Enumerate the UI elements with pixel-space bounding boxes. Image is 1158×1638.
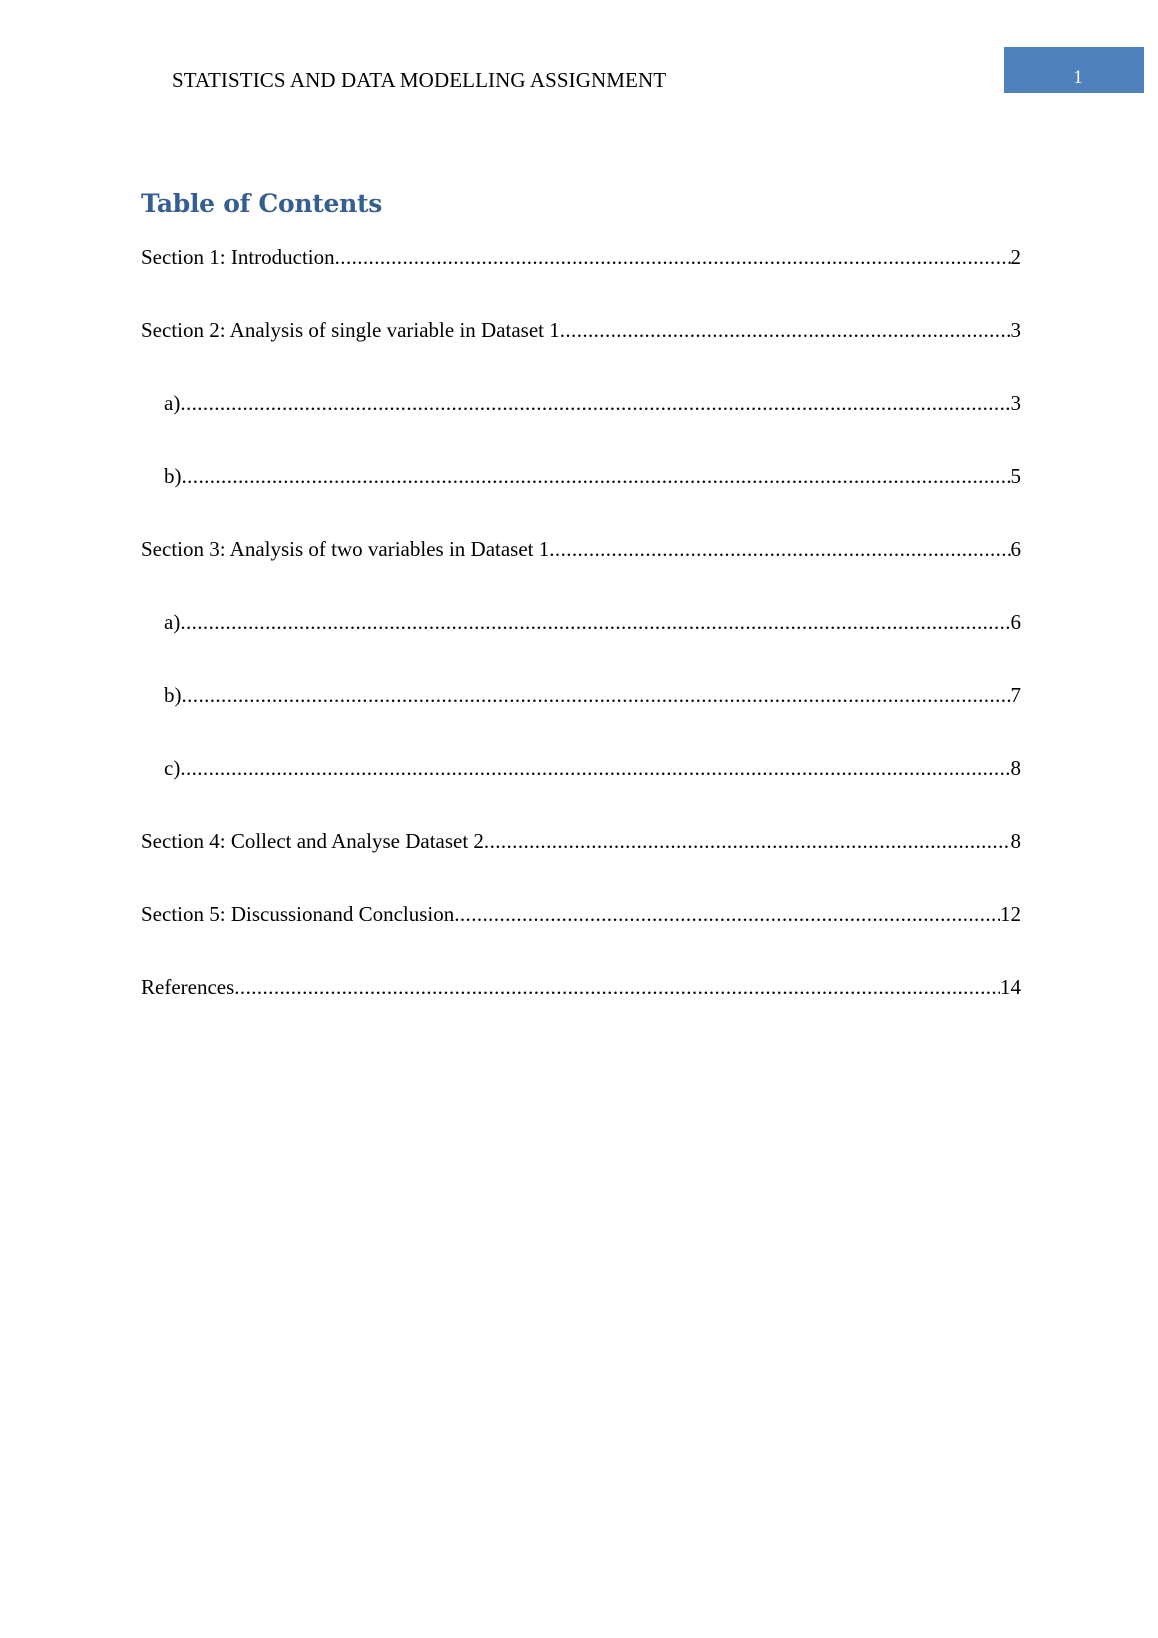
toc-entry-page: 2: [1010, 245, 1021, 269]
toc-title: Table of Contents: [141, 189, 383, 218]
table-of-contents: [141, 182, 1021, 999]
toc-entry-section-3-c[interactable]: [164, 753, 1021, 783]
toc-entry-label: a): [164, 610, 181, 634]
toc-dot-leader: [549, 534, 1010, 564]
toc-entry-section-1[interactable]: [141, 242, 1021, 272]
toc-entry-page: 6: [1010, 610, 1021, 634]
toc-dot-leader: [180, 388, 1010, 418]
toc-entry-label: Section 1: Introduction: [141, 245, 335, 269]
toc-entry-section-5[interactable]: [141, 899, 1021, 929]
toc-entry-page: 12: [1000, 902, 1021, 926]
toc-dot-leader: [234, 972, 1000, 1002]
toc-entry-label: b): [164, 683, 182, 707]
page-number-box: [1004, 47, 1144, 93]
toc-entry-label: Section 2: Analysis of single variable in Dataset 1: [141, 318, 560, 342]
toc-entry-section-3[interactable]: [141, 534, 1021, 564]
toc-entry-label: Section 4: Collect and Analyse Dataset 2: [141, 829, 484, 853]
toc-entry-references[interactable]: [141, 972, 1021, 1002]
toc-entry-page: 8: [1010, 829, 1021, 853]
toc-entry-section-2-b[interactable]: [164, 461, 1021, 491]
toc-entry-section-3-a[interactable]: [164, 607, 1021, 637]
toc-dot-leader: [182, 680, 1011, 710]
toc-entry-page: 8: [1010, 756, 1021, 780]
toc-entry-section-3-b[interactable]: [164, 680, 1021, 710]
toc-entry-label: References: [141, 975, 235, 999]
toc-entry-section-2[interactable]: [141, 315, 1021, 345]
toc-entry-page: 14: [1000, 975, 1021, 999]
toc-dot-leader: [180, 753, 1010, 783]
toc-entry-section-4[interactable]: [141, 826, 1021, 856]
toc-entry-label: Section 5: Discussionand Conclusion: [141, 902, 455, 926]
toc-entry-label: b): [164, 464, 182, 488]
toc-entry-label: c): [164, 756, 181, 780]
toc-dot-leader: [484, 826, 1011, 856]
running-head: STATISTICS AND DATA MODELLING ASSIGNMENT: [172, 68, 667, 92]
toc-dot-leader: [182, 461, 1011, 491]
page-header: [0, 0, 1158, 100]
toc-entry-page: 5: [1010, 464, 1021, 488]
toc-dot-leader: [335, 242, 1011, 272]
toc-entry-page: 3: [1010, 318, 1021, 342]
toc-dot-leader: [180, 607, 1010, 637]
toc-entry-label: Section 3: Analysis of two variables in Dataset 1: [141, 537, 550, 561]
toc-dot-leader: [560, 315, 1011, 345]
toc-entry-page: 7: [1010, 683, 1021, 707]
toc-entry-label: a): [164, 391, 181, 415]
toc-entry-page: 6: [1010, 537, 1021, 561]
toc-entry-section-2-a[interactable]: [164, 388, 1021, 418]
page-number: 1: [1073, 67, 1083, 88]
toc-dot-leader: [454, 899, 1000, 929]
toc-entry-page: 3: [1010, 391, 1021, 415]
